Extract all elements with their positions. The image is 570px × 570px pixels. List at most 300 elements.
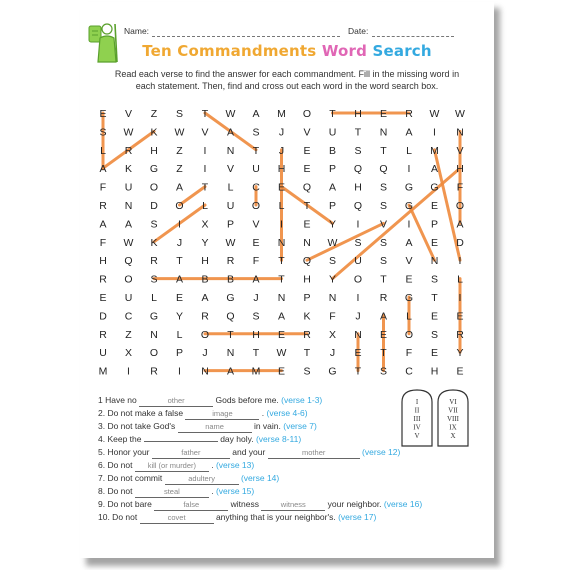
grid-letter[interactable]: T bbox=[431, 292, 438, 304]
grid-letter[interactable]: H bbox=[303, 273, 311, 286]
grid-letter[interactable]: O bbox=[455, 200, 465, 212]
verse-reference: (verse 15) bbox=[213, 486, 255, 496]
grid-letter[interactable]: P bbox=[226, 218, 235, 231]
grid-letter[interactable]: K bbox=[124, 163, 133, 176]
grid-letter[interactable]: I bbox=[127, 365, 130, 378]
grid-letter[interactable]: O bbox=[175, 200, 184, 212]
clue-text: Gods before me. bbox=[213, 395, 279, 405]
grid-letter[interactable]: K bbox=[303, 310, 311, 323]
grid-letter[interactable]: A bbox=[226, 365, 235, 378]
grid-letter[interactable]: G bbox=[430, 181, 439, 194]
grid-letter[interactable]: O bbox=[149, 181, 159, 194]
grid-letter[interactable]: R bbox=[405, 108, 413, 120]
grid-letter[interactable]: N bbox=[277, 236, 286, 249]
grid-letter[interactable]: U bbox=[124, 181, 133, 194]
grid-letter[interactable]: J bbox=[329, 347, 336, 360]
grid-letter[interactable]: U bbox=[99, 347, 107, 360]
grid-letter[interactable]: P bbox=[430, 218, 439, 231]
grid-letter[interactable]: E bbox=[379, 328, 388, 341]
grid-letter[interactable]: J bbox=[202, 347, 208, 360]
grid-letter[interactable]: E bbox=[430, 200, 439, 212]
tablet-numeral: V bbox=[414, 432, 420, 440]
tablet-numeral: VII bbox=[448, 406, 458, 415]
grid-letter[interactable]: V bbox=[405, 255, 413, 268]
grid-letter[interactable]: Q bbox=[302, 181, 312, 194]
grid-letter[interactable]: J bbox=[253, 292, 259, 304]
grid-letter[interactable]: A bbox=[405, 126, 413, 139]
grid-letter[interactable]: T bbox=[354, 126, 362, 139]
clue-row bbox=[98, 485, 418, 498]
grid-letter[interactable]: L bbox=[406, 144, 412, 157]
answer-blank[interactable]: kill (or murder) bbox=[135, 461, 209, 472]
instructions: Read each verse to find the answer for each commandment. Fill in the missing word in each statement. Then, find and cross out each word in the word search box. bbox=[114, 69, 460, 91]
grid-letter[interactable]: J bbox=[278, 126, 285, 139]
grid-letter[interactable]: O bbox=[149, 347, 159, 360]
clue-text: 2. Do not make a false bbox=[98, 408, 186, 418]
grid-letter[interactable]: B bbox=[201, 273, 209, 286]
grid-letter[interactable]: R bbox=[99, 200, 107, 212]
grid-letter[interactable]: G bbox=[404, 292, 414, 304]
grid-letter[interactable]: O bbox=[353, 273, 363, 286]
grid-letter[interactable]: G bbox=[226, 292, 235, 304]
grid-letter[interactable]: E bbox=[277, 181, 286, 194]
grid-letter[interactable]: A bbox=[430, 163, 439, 176]
grid-letter[interactable]: E bbox=[99, 108, 107, 120]
answer-blank[interactable]: false bbox=[154, 500, 228, 511]
clue-text: . bbox=[208, 486, 214, 496]
answer-blank[interactable] bbox=[144, 441, 218, 442]
verse-reference: (verse 7) bbox=[280, 421, 317, 431]
grid-letter[interactable]: S bbox=[354, 236, 362, 249]
found-word-strike bbox=[409, 205, 435, 260]
clue-row bbox=[98, 407, 418, 420]
grid-letter[interactable]: T bbox=[303, 200, 311, 212]
grid-letter[interactable]: E bbox=[354, 347, 362, 360]
grid-letter[interactable]: A bbox=[405, 236, 413, 249]
grid-letter[interactable]: H bbox=[456, 163, 464, 176]
found-word-strike bbox=[307, 223, 384, 260]
grid-letter[interactable]: E bbox=[379, 108, 388, 120]
grid-letter[interactable]: E bbox=[405, 273, 413, 286]
grid-letter[interactable]: O bbox=[302, 108, 312, 120]
grid-letter[interactable]: I bbox=[203, 144, 207, 157]
grid-letter[interactable]: E bbox=[303, 218, 311, 231]
clue-text: 9. Do not bare bbox=[98, 499, 155, 509]
clue-text: 10. Do not bbox=[98, 512, 140, 522]
grid-letter[interactable]: T bbox=[252, 144, 260, 157]
grid-letter[interactable]: V bbox=[456, 144, 464, 157]
clue-text: day holy. bbox=[217, 434, 254, 444]
grid-letter[interactable]: H bbox=[252, 328, 260, 341]
grid-letter[interactable]: L bbox=[457, 273, 463, 286]
clue-row bbox=[98, 433, 418, 446]
grid-letter[interactable]: E bbox=[430, 236, 439, 249]
grid-letter[interactable]: N bbox=[124, 200, 133, 212]
grid-letter[interactable]: A bbox=[277, 310, 286, 323]
grid-letter[interactable]: E bbox=[175, 292, 184, 304]
grid-letter[interactable]: W bbox=[455, 108, 465, 120]
grid-letter[interactable]: S bbox=[379, 236, 388, 249]
verse-reference: (verse 4-6) bbox=[264, 408, 308, 418]
grid-letter[interactable]: P bbox=[303, 292, 311, 304]
grid-letter[interactable]: P bbox=[328, 200, 337, 212]
grid-letter[interactable]: M bbox=[98, 365, 108, 378]
grid-letter[interactable]: Z bbox=[176, 163, 183, 176]
grid-letter[interactable]: Z bbox=[125, 328, 132, 341]
grid-letter[interactable]: F bbox=[456, 181, 464, 194]
grid-letter[interactable]: T bbox=[380, 144, 387, 157]
grid-letter[interactable]: S bbox=[379, 255, 388, 268]
grid-letter[interactable]: T bbox=[176, 255, 183, 268]
grid-letter[interactable]: S bbox=[99, 126, 107, 139]
grid-letter[interactable]: I bbox=[407, 163, 411, 176]
grid-letter[interactable]: E bbox=[277, 328, 286, 341]
clue-text: . bbox=[208, 460, 214, 470]
grid-letter[interactable]: T bbox=[303, 347, 311, 360]
grid-letter[interactable]: N bbox=[328, 292, 337, 304]
tablet-numeral: VIII bbox=[446, 415, 460, 423]
grid-letter[interactable]: E bbox=[252, 236, 260, 249]
grid-letter[interactable]: P bbox=[328, 163, 337, 176]
grid-letter[interactable]: S bbox=[430, 328, 439, 341]
tablet-numeral: III bbox=[413, 415, 421, 423]
grid-letter[interactable]: S bbox=[430, 273, 439, 286]
verse-reference: (verse 12) bbox=[359, 447, 401, 457]
tablet-numeral: IX bbox=[449, 423, 457, 432]
grid-letter[interactable]: S bbox=[150, 273, 158, 286]
title-part-2: Word bbox=[321, 42, 373, 60]
grid-letter[interactable]: A bbox=[99, 163, 107, 176]
grid-letter[interactable]: H bbox=[430, 365, 439, 378]
grid-letter[interactable]: E bbox=[277, 365, 286, 378]
grid-letter[interactable]: N bbox=[226, 347, 235, 360]
grid-letter[interactable]: N bbox=[379, 126, 388, 139]
answer-blank[interactable]: other bbox=[139, 396, 213, 407]
clue-row bbox=[98, 459, 418, 472]
answer-blank[interactable]: name bbox=[178, 422, 252, 433]
grid-letter[interactable]: I bbox=[356, 292, 360, 304]
grid-letter[interactable]: O bbox=[124, 273, 133, 286]
grid-letter[interactable]: Y bbox=[456, 347, 464, 360]
grid-letter[interactable]: N bbox=[303, 236, 311, 249]
grid-letter[interactable]: R bbox=[150, 255, 158, 268]
grid-letter[interactable]: T bbox=[201, 108, 209, 120]
grid-letter[interactable]: R bbox=[99, 273, 107, 286]
grid-letter[interactable]: A bbox=[328, 181, 337, 194]
answer-blank[interactable]: covet bbox=[140, 513, 214, 524]
grid-letter[interactable]: Q bbox=[379, 163, 388, 176]
grid-letter[interactable]: H bbox=[354, 108, 362, 120]
grid-letter[interactable]: L bbox=[278, 200, 285, 212]
grid-letter[interactable]: J bbox=[176, 236, 183, 249]
grid-letter[interactable]: G bbox=[404, 200, 414, 212]
grid-letter[interactable]: S bbox=[379, 365, 388, 378]
grid-letter[interactable]: W bbox=[123, 126, 134, 139]
verse-reference: (verse 16) bbox=[381, 499, 423, 509]
grid-letter[interactable]: H bbox=[99, 255, 107, 268]
grid-letter[interactable]: W bbox=[123, 236, 134, 249]
grid-letter[interactable]: U bbox=[124, 292, 133, 304]
grid-letter[interactable]: T bbox=[252, 347, 260, 360]
grid-letter[interactable]: Y bbox=[175, 310, 184, 323]
grid-letter[interactable]: T bbox=[329, 108, 336, 120]
grid-letter[interactable]: S bbox=[379, 200, 388, 212]
grid-letter[interactable]: K bbox=[150, 126, 158, 139]
grid-letter[interactable]: R bbox=[201, 310, 209, 323]
verse-reference: (verse 1-3) bbox=[278, 395, 323, 405]
grid-letter[interactable]: Q bbox=[226, 310, 235, 323]
grid-letter[interactable]: T bbox=[354, 365, 362, 378]
grid-letter[interactable]: I bbox=[433, 126, 436, 139]
verse-reference: (verse 17) bbox=[335, 512, 377, 522]
clue-text: anything that is your neighbor's. bbox=[213, 512, 336, 522]
grid-letter[interactable]: E bbox=[303, 163, 311, 176]
grid-letter[interactable]: O bbox=[404, 328, 414, 341]
grid-letter[interactable]: S bbox=[150, 218, 158, 231]
grid-letter[interactable]: X bbox=[124, 347, 133, 360]
tablet-numeral: I bbox=[415, 398, 419, 406]
grid-letter[interactable]: V bbox=[201, 126, 209, 139]
tablets-icon bbox=[398, 388, 478, 448]
grid-letter[interactable]: S bbox=[252, 126, 260, 139]
grid-letter[interactable]: R bbox=[124, 144, 133, 157]
grid-letter[interactable]: N bbox=[277, 292, 286, 304]
grid-letter[interactable]: R bbox=[456, 328, 464, 341]
grid-letter[interactable]: S bbox=[303, 365, 311, 378]
grid-letter[interactable]: Y bbox=[328, 273, 337, 286]
grid-letter[interactable]: V bbox=[303, 126, 311, 139]
grid-letter[interactable]: T bbox=[380, 347, 387, 360]
clue-text: your neighbor. bbox=[325, 499, 382, 509]
grid-letter[interactable]: F bbox=[99, 181, 107, 194]
clue-text: 6. Do not bbox=[98, 460, 135, 470]
grid-letter[interactable]: S bbox=[252, 310, 260, 323]
grid-letter[interactable]: G bbox=[149, 310, 159, 323]
answer-blank[interactable]: father bbox=[152, 448, 230, 459]
grid-letter[interactable]: E bbox=[430, 310, 439, 323]
grid-letter[interactable]: F bbox=[99, 236, 107, 249]
grid-letter[interactable]: L bbox=[227, 181, 234, 194]
grid-letter[interactable]: C bbox=[124, 310, 133, 323]
grid-letter[interactable]: Z bbox=[176, 144, 183, 157]
clue-row bbox=[98, 511, 418, 524]
grid-letter[interactable]: Z bbox=[150, 108, 158, 120]
word-search-grid bbox=[80, 2, 494, 388]
grid-letter[interactable]: K bbox=[150, 236, 158, 249]
grid-letter[interactable]: D bbox=[456, 236, 464, 249]
grid-letter[interactable]: U bbox=[226, 200, 235, 212]
grid-letter[interactable]: T bbox=[380, 273, 387, 286]
grid-letter[interactable]: F bbox=[405, 347, 413, 360]
grid-letter[interactable]: W bbox=[174, 126, 185, 139]
answer-blank[interactable]: adultery bbox=[165, 474, 239, 485]
grid-letter[interactable]: I bbox=[203, 163, 207, 176]
grid-letter[interactable]: A bbox=[456, 218, 464, 231]
grid-letter[interactable]: Q bbox=[353, 163, 363, 176]
grid-letter[interactable]: Q bbox=[302, 255, 312, 268]
answer-blank[interactable]: image bbox=[185, 409, 259, 420]
grid-letter[interactable]: O bbox=[251, 200, 261, 212]
grid-letter[interactable]: N bbox=[226, 144, 235, 157]
clue-text: 8. Do not bbox=[98, 486, 135, 496]
title-part-3: Search bbox=[372, 42, 432, 60]
grid-letter[interactable]: V bbox=[379, 218, 388, 231]
grid-letter[interactable]: I bbox=[178, 218, 181, 231]
clue-row bbox=[98, 472, 418, 485]
grid-letter[interactable]: S bbox=[379, 181, 388, 194]
found-word-strike bbox=[333, 168, 464, 278]
grid-letter[interactable]: T bbox=[227, 328, 234, 341]
clue-text: 3. Do not take God's bbox=[98, 421, 178, 431]
tablet-numeral: II bbox=[414, 406, 420, 415]
grid-letter[interactable]: J bbox=[278, 144, 285, 157]
grid-letter[interactable]: Q bbox=[124, 255, 133, 268]
clue-row bbox=[98, 420, 421, 433]
grid-letter[interactable]: W bbox=[429, 108, 440, 120]
grid-letter[interactable]: M bbox=[277, 108, 286, 120]
clue-text: 1 Have no bbox=[98, 395, 140, 405]
grid-letter[interactable]: R bbox=[150, 365, 158, 378]
grid-letter[interactable]: G bbox=[149, 163, 159, 176]
clue-text: in vain. bbox=[251, 421, 281, 431]
answer-blank[interactable]: steal bbox=[135, 487, 209, 498]
clue-list bbox=[98, 394, 423, 524]
grid-letter[interactable]: A bbox=[175, 181, 184, 194]
grid-letter[interactable]: H bbox=[150, 144, 158, 157]
grid-letter[interactable]: S bbox=[354, 144, 362, 157]
grid-letter[interactable]: X bbox=[201, 218, 209, 231]
grid-letter[interactable]: G bbox=[328, 365, 337, 378]
grid-letter[interactable]: Y bbox=[328, 218, 337, 231]
grid-letter[interactable]: S bbox=[328, 255, 337, 268]
grid-letter[interactable]: U bbox=[354, 255, 362, 268]
date-label: Date: bbox=[348, 26, 369, 36]
grid-letter[interactable]: C bbox=[252, 181, 260, 194]
grid-letter[interactable]: C bbox=[405, 365, 413, 378]
grid-letter[interactable]: Q bbox=[353, 200, 363, 212]
grid-letter[interactable]: F bbox=[252, 255, 260, 268]
grid-letter[interactable]: D bbox=[150, 200, 158, 212]
clue-row bbox=[98, 394, 418, 407]
grid-letter[interactable]: A bbox=[201, 292, 209, 304]
grid-letter[interactable]: W bbox=[225, 108, 236, 120]
grid-letter[interactable]: M bbox=[430, 144, 439, 157]
clue-text: 7. Do not commit bbox=[98, 473, 165, 483]
grid-letter[interactable]: Y bbox=[201, 236, 209, 249]
grid-letter[interactable]: A bbox=[252, 108, 260, 120]
grid-letter[interactable]: E bbox=[456, 365, 464, 378]
grid-letter[interactable]: E bbox=[303, 144, 311, 157]
clue-row bbox=[98, 446, 418, 459]
grid-letter[interactable]: A bbox=[175, 273, 184, 286]
grid-letter[interactable]: J bbox=[355, 310, 361, 323]
verse-reference: (verse 13) bbox=[213, 460, 255, 470]
grid-letter[interactable]: G bbox=[404, 181, 414, 194]
grid-letter[interactable]: I bbox=[356, 218, 360, 231]
tablet-numeral: VI bbox=[449, 398, 457, 406]
grid-letter[interactable]: W bbox=[276, 347, 287, 360]
grid-letter[interactable]: I bbox=[280, 218, 283, 231]
grid-letter[interactable]: U bbox=[252, 163, 260, 176]
grid-letter[interactable]: L bbox=[100, 144, 106, 157]
grid-letter[interactable]: R bbox=[99, 328, 107, 341]
grid-letter[interactable]: T bbox=[278, 273, 285, 286]
grid-letter[interactable]: E bbox=[99, 292, 107, 304]
grid-letter[interactable]: N bbox=[456, 126, 464, 139]
grid-letter[interactable]: L bbox=[406, 310, 412, 323]
grid-letter[interactable]: D bbox=[99, 310, 107, 323]
answer-blank[interactable]: witness bbox=[261, 500, 325, 511]
worksheet-page bbox=[80, 2, 494, 558]
grid-letter[interactable]: F bbox=[329, 310, 336, 323]
verse-reference: (verse 8-11) bbox=[253, 434, 302, 444]
grid-letter[interactable]: R bbox=[303, 328, 311, 341]
clue-text: witness bbox=[228, 499, 262, 509]
clue-text: 5. Honor your bbox=[98, 447, 152, 457]
grid-letter[interactable]: A bbox=[124, 218, 133, 231]
grid-letter[interactable]: A bbox=[226, 126, 235, 139]
tablet-numeral: IV bbox=[413, 423, 421, 432]
grid-letter[interactable]: N bbox=[201, 365, 209, 378]
answer-blank[interactable]: mother bbox=[268, 448, 360, 459]
clue-text: and your bbox=[229, 447, 268, 457]
grid-letter[interactable]: A bbox=[252, 273, 260, 286]
grid-letter[interactable]: I bbox=[458, 255, 462, 268]
grid-letter[interactable]: E bbox=[456, 310, 464, 323]
tablet-numeral: X bbox=[450, 432, 456, 440]
grid-letter[interactable]: L bbox=[176, 328, 183, 341]
clue-text: 4. Keep the bbox=[98, 434, 144, 444]
grid-letter[interactable]: B bbox=[226, 273, 235, 286]
grid-letter[interactable]: W bbox=[225, 236, 236, 249]
grid-letter[interactable]: M bbox=[251, 365, 261, 378]
grid-letter[interactable]: R bbox=[379, 292, 388, 304]
grid-letter[interactable]: N bbox=[430, 255, 439, 268]
grid-letter[interactable]: X bbox=[328, 328, 337, 341]
grid-letter[interactable]: N bbox=[354, 328, 362, 341]
grid-letter[interactable]: L bbox=[202, 200, 208, 212]
name-label: Name: bbox=[124, 26, 150, 36]
grid-letter[interactable]: H bbox=[354, 181, 362, 194]
grid-letter[interactable]: W bbox=[327, 236, 338, 249]
clue-row bbox=[98, 498, 423, 511]
grid-letter[interactable]: P bbox=[175, 347, 184, 360]
grid-letter[interactable]: V bbox=[226, 163, 235, 176]
clue-text: . bbox=[259, 408, 265, 418]
grid-letter[interactable]: E bbox=[430, 347, 439, 360]
grid-letter[interactable]: I bbox=[407, 218, 411, 231]
grid-letter[interactable]: I bbox=[178, 365, 181, 378]
grid-letter[interactable]: S bbox=[175, 108, 184, 120]
grid-letter[interactable]: B bbox=[328, 144, 337, 157]
grid-letter[interactable]: N bbox=[150, 328, 158, 341]
grid-letter[interactable]: V bbox=[124, 108, 133, 120]
grid-letter[interactable]: I bbox=[458, 292, 462, 304]
grid-letter[interactable]: V bbox=[252, 218, 260, 231]
grid-letter[interactable]: A bbox=[99, 218, 107, 231]
grid-letter[interactable]: T bbox=[278, 255, 285, 268]
grid-letter[interactable]: H bbox=[201, 255, 209, 268]
grid-letter[interactable]: O bbox=[200, 328, 210, 341]
grid-letter[interactable]: L bbox=[151, 292, 157, 304]
grid-letter[interactable]: T bbox=[201, 181, 209, 194]
grid-letter[interactable]: R bbox=[226, 255, 235, 268]
verse-reference: (verse 14) bbox=[238, 473, 280, 483]
grid-letter[interactable]: H bbox=[277, 163, 286, 176]
title-part-1: Ten Commandments bbox=[142, 42, 322, 60]
grid-letter[interactable]: U bbox=[328, 126, 337, 139]
grid-letter[interactable]: A bbox=[379, 310, 388, 323]
